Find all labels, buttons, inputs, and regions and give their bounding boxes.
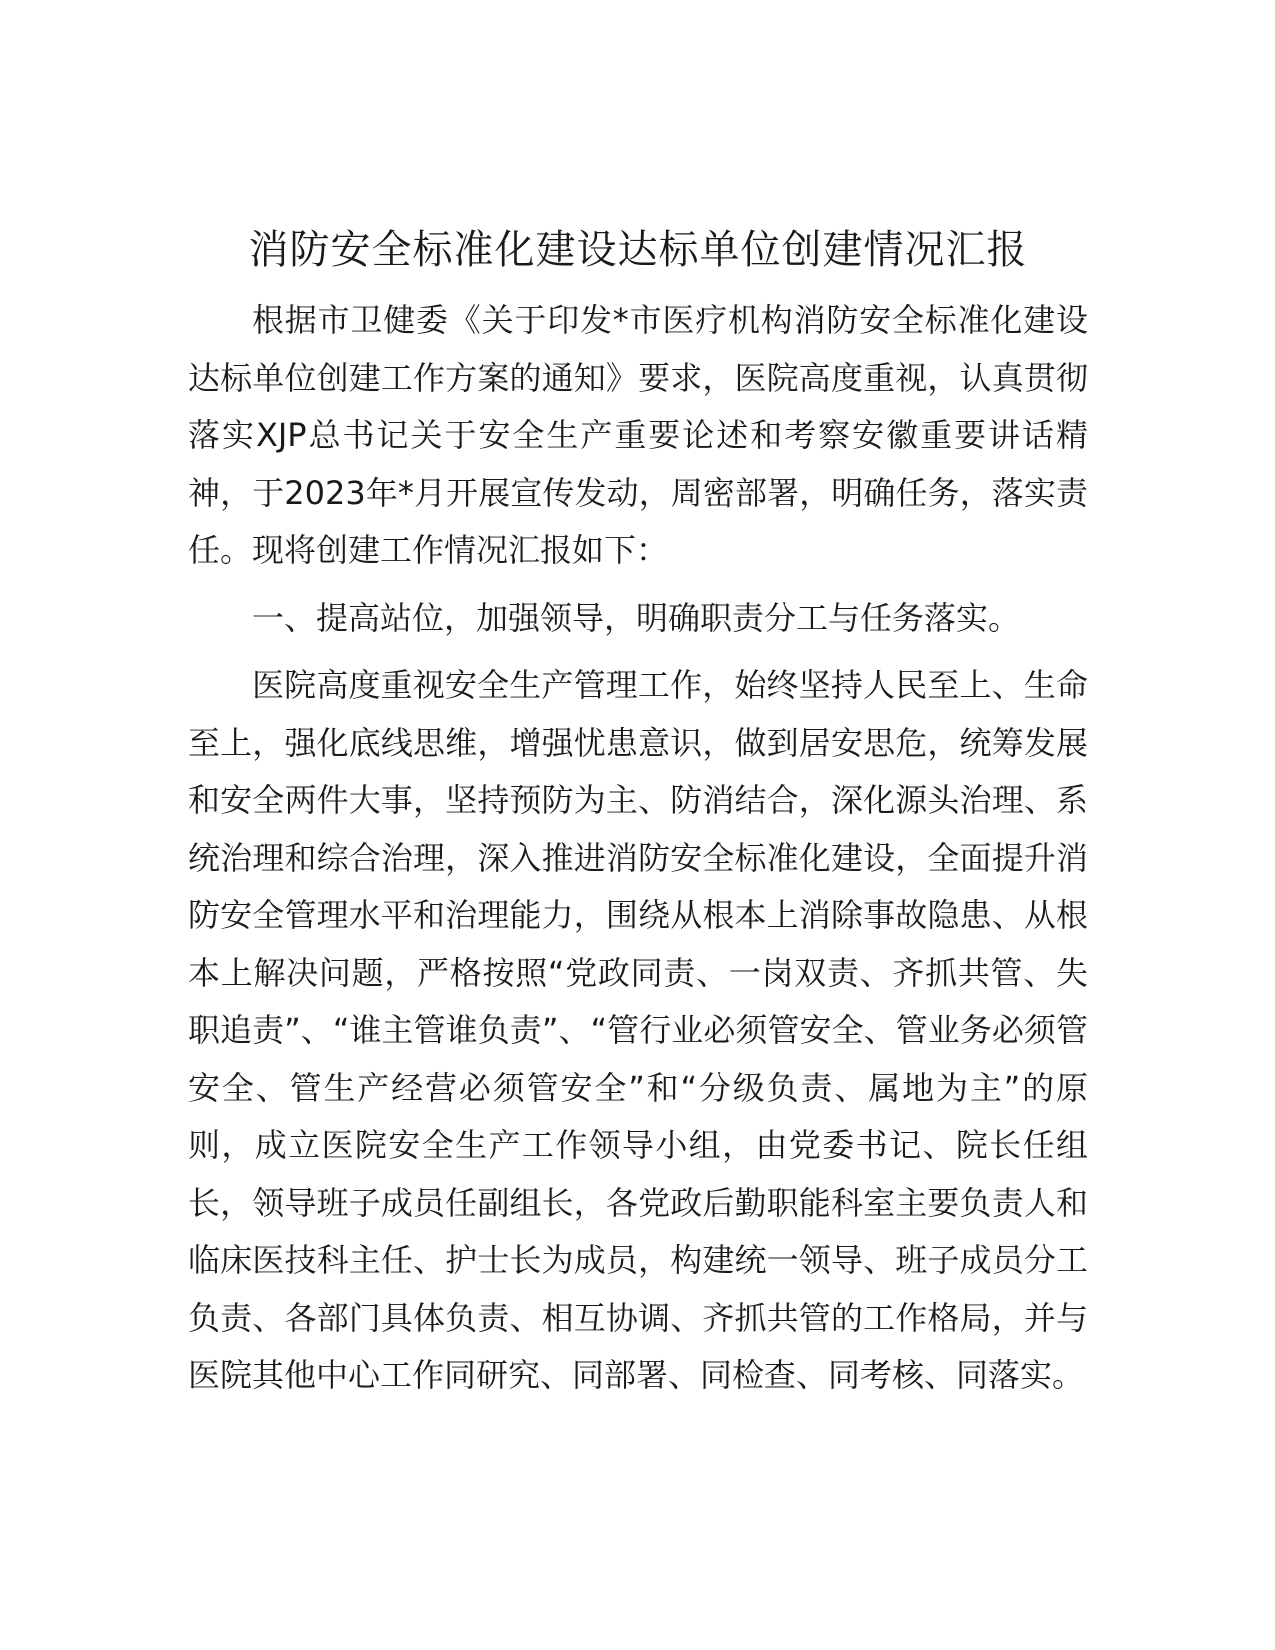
- intro-paragraph: 根据市卫健委《关于印发*市医疗机构消防安全标准化建设达标单位创建工作方案的通知》要求，医院高度重视，认真贯彻落实XJP总书记关于安全生产重要论述和考察安徽重要讲话精神，于2023年*月开展宣传发动，周密部署，明确任务，落实责任。现将创建工作情况汇报如下：: [188, 301, 1088, 569]
- section-heading-1: 一、提高站位，加强领导，明确职责分工与任务落实。: [252, 598, 1021, 637]
- document-page: [188, 222, 1088, 1415]
- document-title: 消防安全标准化建设达标单位创建情况汇报: [248, 227, 1028, 273]
- section-body-1: 医院高度重视安全生产管理工作，始终坚持人民至上、生命至上，强化底线思维，增强忧患意识，做到居安思危，统筹发展和安全两件大事，坚持预防为主、防消结合，深化源头治理、系统治理和综合治理，深入推进消防安全标准化建设，全面提升消防安全管理水平和治理能力，围绕从根本上消除事故隐患、从根本上解决问题，严格按照“党政同责、一岗双责、齐抓共管、失职追责”、“谁主管谁负责”、“管行业必须管安全、管业务必须管安全、管生产经营必须管安全”和“分级负责、属地为主”的原则，成立医院安全生产工作领导小组，由党委书记、院长任组长，领导班子成员任副组长，各党政后勤职能科室主要负责人和临床医技科主任、护士长为成员，构建统一领导、班子成员分工负责、各部门具体负责、相互协调、齐抓共管的工作格局，并与医院其他中心工作同研究、同部署、同检查、同考核、同落实。: [188, 666, 1088, 1394]
